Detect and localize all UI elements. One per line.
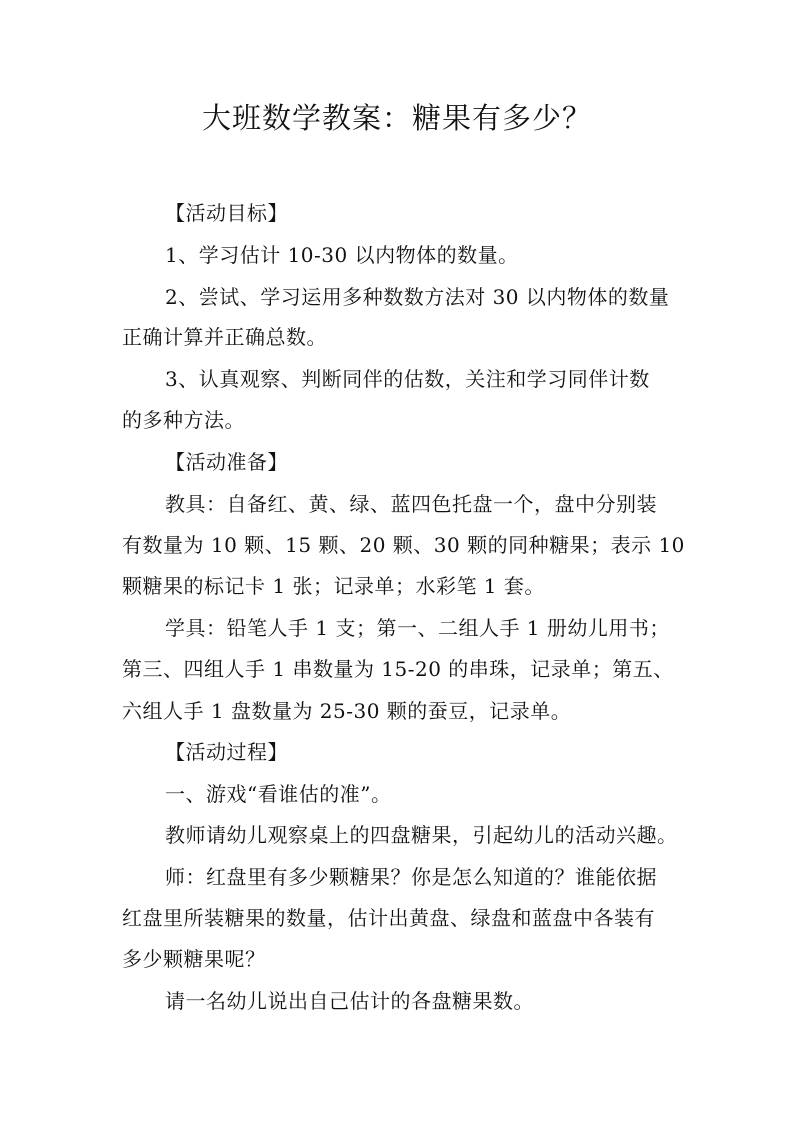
section-heading-process: 【活动过程】: [165, 740, 288, 764]
paragraph-line: 1、学习估计 10-30 以内物体的数量。: [165, 243, 519, 267]
paragraph-line: 请一名幼儿说出自己估计的各盘糖果数。: [165, 989, 534, 1013]
paragraph-line: 2、尝试、学习运用多种数数方法对 30 以内物体的数量: [165, 285, 670, 309]
paragraph-line: 学具：铅笔人手 1 支；第一、二组人手 1 册幼儿用书；: [165, 616, 670, 640]
paragraph-line: 3、认真观察、判断同伴的估数，关注和学习同伴计数: [165, 367, 650, 391]
paragraph-line: 颗糖果的标记卡 1 张；记录单；水彩笔 1 套。: [122, 574, 545, 598]
paragraph-line: 师：红盘里有多少颗糖果？你是怎么知道的？谁能依据: [165, 865, 657, 889]
paragraph-line: 第三、四组人手 1 串数量为 15-20 的串珠，记录单；第五、: [122, 657, 674, 681]
paragraph-line: 有数量为 10 颗、15 颗、20 颗、30 颗的同种糖果；表示 10: [122, 533, 685, 557]
paragraph-line: 教师请幼儿观察桌上的四盘糖果，引起幼儿的活动兴趣。: [165, 823, 678, 847]
paragraph-line: 正确计算并正确总数。: [122, 325, 327, 349]
section-heading-goals: 【活动目标】: [165, 201, 288, 225]
paragraph-line: 教具：自备红、黄、绿、蓝四色托盘一个，盘中分别装: [165, 492, 657, 516]
document-title: 大班数学教案：糖果有多少？: [201, 101, 592, 135]
paragraph-line: 一、游戏“看谁估的准”。: [165, 782, 392, 806]
paragraph-line: 六组人手 1 盘数量为 25-30 颗的蚕豆，记录单。: [122, 699, 572, 723]
section-heading-preparation: 【活动准备】: [165, 450, 288, 474]
paragraph-line: 红盘里所装糖果的数量，估计出黄盘、绿盘和蓝盘中各装有: [122, 906, 655, 930]
paragraph-line: 多少颗糖果呢？: [122, 947, 266, 971]
paragraph-line: 的多种方法。: [122, 408, 245, 432]
